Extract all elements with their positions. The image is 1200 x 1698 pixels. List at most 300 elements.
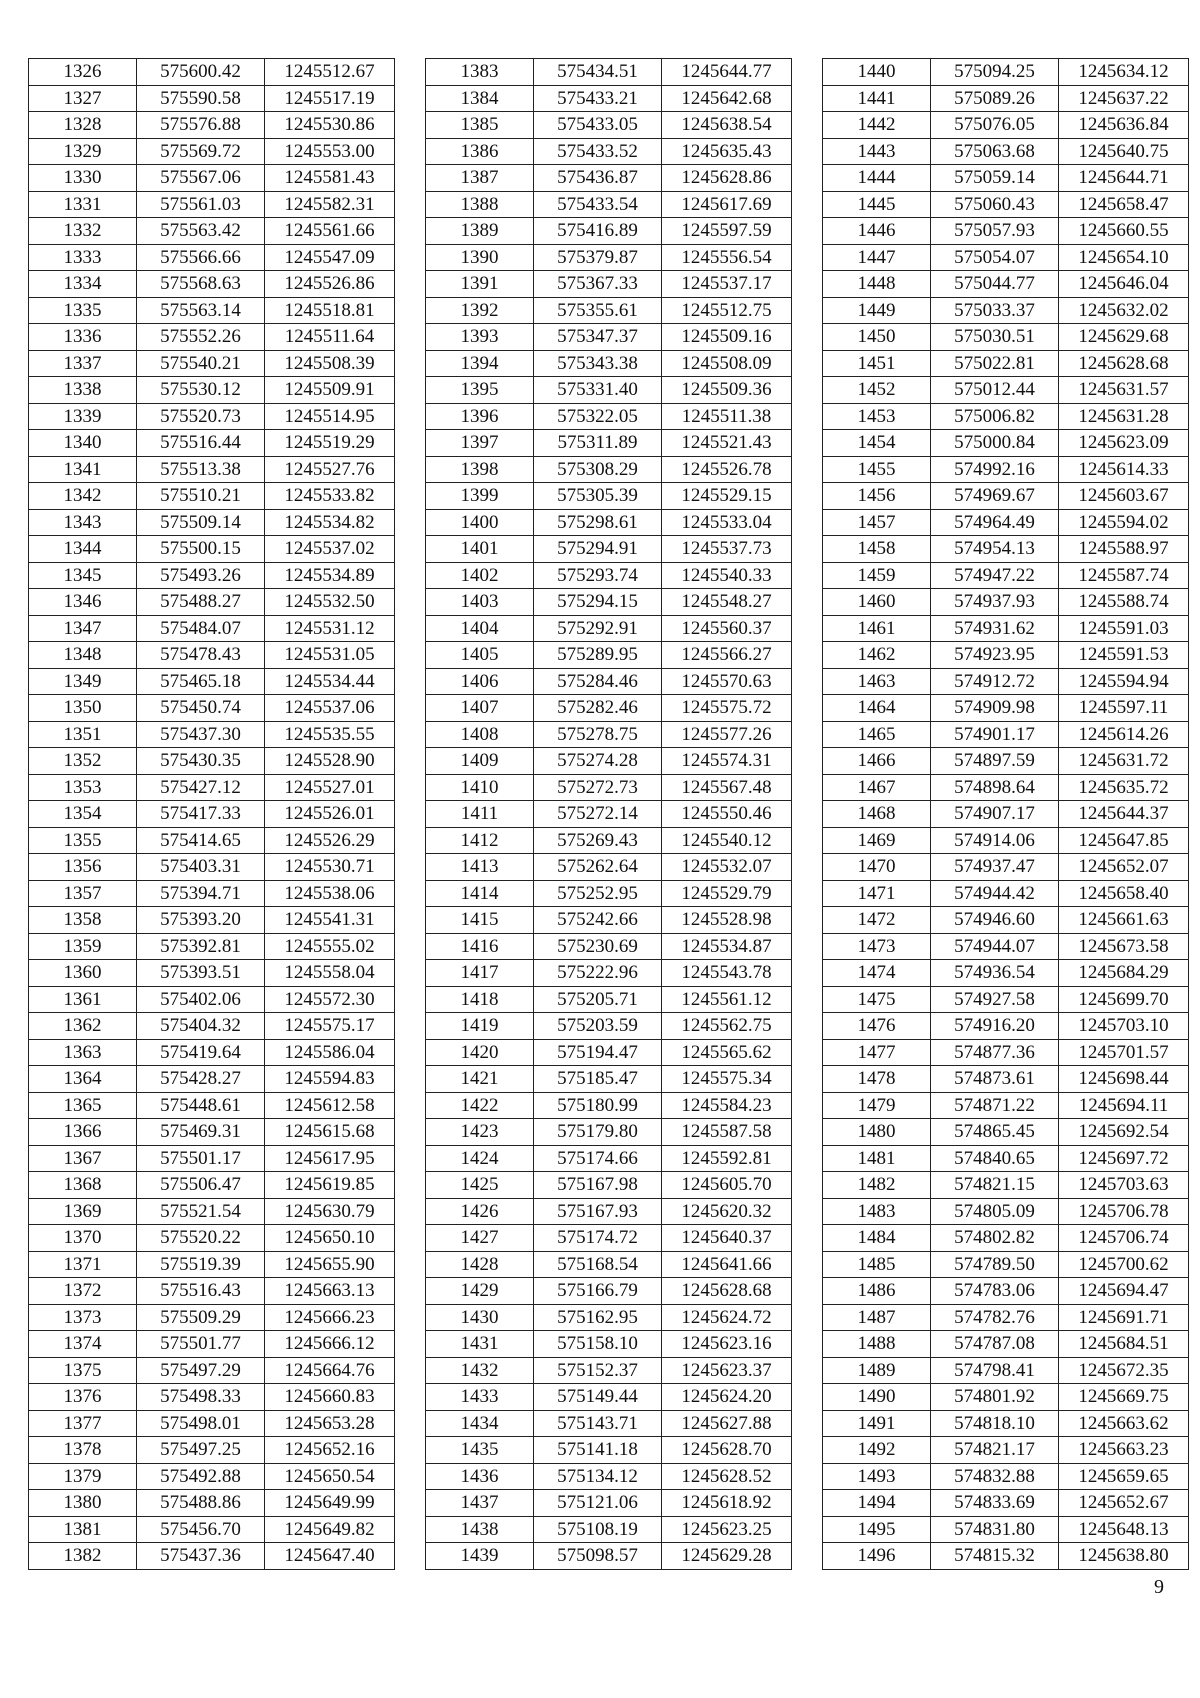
y-coordinate-cell: 1245537.73 xyxy=(662,536,792,563)
x-coordinate-cell: 575166.79 xyxy=(534,1278,662,1305)
table-row xyxy=(29,721,395,748)
y-coordinate-cell: 1245526.78 xyxy=(662,456,792,483)
point-number-cell: 1450 xyxy=(823,324,931,351)
point-number-cell: 1494 xyxy=(823,1490,931,1517)
table-row xyxy=(426,1172,792,1199)
x-coordinate-cell: 575168.54 xyxy=(534,1251,662,1278)
point-number-cell: 1394 xyxy=(426,350,534,377)
point-number-cell: 1467 xyxy=(823,774,931,801)
point-number-cell: 1435 xyxy=(426,1437,534,1464)
x-coordinate-cell: 574954.13 xyxy=(931,536,1059,563)
table-row xyxy=(29,350,395,377)
x-coordinate-cell: 575561.03 xyxy=(137,191,265,218)
x-coordinate-cell: 575194.47 xyxy=(534,1039,662,1066)
point-number-cell: 1463 xyxy=(823,668,931,695)
y-coordinate-cell: 1245628.86 xyxy=(662,165,792,192)
point-number-cell: 1412 xyxy=(426,827,534,854)
x-coordinate-cell: 575414.65 xyxy=(137,827,265,854)
x-coordinate-cell: 574909.98 xyxy=(931,695,1059,722)
point-number-cell: 1402 xyxy=(426,562,534,589)
table-row xyxy=(29,1437,395,1464)
x-coordinate-cell: 575278.75 xyxy=(534,721,662,748)
y-coordinate-cell: 1245659.65 xyxy=(1059,1463,1189,1490)
x-coordinate-cell: 574907.17 xyxy=(931,801,1059,828)
y-coordinate-cell: 1245632.02 xyxy=(1059,297,1189,324)
x-coordinate-cell: 575000.84 xyxy=(931,430,1059,457)
table-row xyxy=(426,1251,792,1278)
point-number-cell: 1443 xyxy=(823,138,931,165)
x-coordinate-cell: 575134.12 xyxy=(534,1463,662,1490)
table-row xyxy=(29,297,395,324)
table-row xyxy=(29,377,395,404)
point-number-cell: 1388 xyxy=(426,191,534,218)
y-coordinate-cell: 1245533.82 xyxy=(265,483,395,510)
y-coordinate-cell: 1245526.01 xyxy=(265,801,395,828)
y-coordinate-cell: 1245640.37 xyxy=(662,1225,792,1252)
x-coordinate-cell: 575404.32 xyxy=(137,1013,265,1040)
table-row xyxy=(426,668,792,695)
table-row xyxy=(823,509,1189,536)
x-coordinate-cell: 574946.60 xyxy=(931,907,1059,934)
table-row xyxy=(426,1384,792,1411)
table-row xyxy=(426,562,792,589)
y-coordinate-cell: 1245528.98 xyxy=(662,907,792,934)
point-number-cell: 1389 xyxy=(426,218,534,245)
y-coordinate-cell: 1245508.39 xyxy=(265,350,395,377)
table-row xyxy=(29,774,395,801)
y-coordinate-cell: 1245653.28 xyxy=(265,1410,395,1437)
point-number-cell: 1327 xyxy=(29,85,137,112)
y-coordinate-cell: 1245534.89 xyxy=(265,562,395,589)
point-number-cell: 1391 xyxy=(426,271,534,298)
point-number-cell: 1362 xyxy=(29,1013,137,1040)
point-number-cell: 1392 xyxy=(426,297,534,324)
point-number-cell: 1395 xyxy=(426,377,534,404)
point-number-cell: 1415 xyxy=(426,907,534,934)
point-number-cell: 1458 xyxy=(823,536,931,563)
table-row xyxy=(426,297,792,324)
table-row xyxy=(823,933,1189,960)
table-row xyxy=(426,509,792,536)
table-row xyxy=(426,1119,792,1146)
y-coordinate-cell: 1245591.53 xyxy=(1059,642,1189,669)
x-coordinate-cell: 575484.07 xyxy=(137,615,265,642)
table-row xyxy=(426,748,792,775)
y-coordinate-cell: 1245512.75 xyxy=(662,297,792,324)
table-row xyxy=(823,1198,1189,1225)
point-number-cell: 1421 xyxy=(426,1066,534,1093)
x-coordinate-cell: 575174.66 xyxy=(534,1145,662,1172)
y-coordinate-cell: 1245521.43 xyxy=(662,430,792,457)
table-row xyxy=(29,403,395,430)
y-coordinate-cell: 1245648.13 xyxy=(1059,1516,1189,1543)
x-coordinate-cell: 575497.29 xyxy=(137,1357,265,1384)
table-row xyxy=(823,138,1189,165)
y-coordinate-cell: 1245617.95 xyxy=(265,1145,395,1172)
x-coordinate-cell: 575513.38 xyxy=(137,456,265,483)
point-number-cell: 1465 xyxy=(823,721,931,748)
point-number-cell: 1493 xyxy=(823,1463,931,1490)
x-coordinate-cell: 575033.37 xyxy=(931,297,1059,324)
x-coordinate-cell: 575272.14 xyxy=(534,801,662,828)
y-coordinate-cell: 1245511.64 xyxy=(265,324,395,351)
x-coordinate-cell: 575343.38 xyxy=(534,350,662,377)
y-coordinate-cell: 1245558.04 xyxy=(265,960,395,987)
y-coordinate-cell: 1245612.58 xyxy=(265,1092,395,1119)
point-number-cell: 1446 xyxy=(823,218,931,245)
x-coordinate-cell: 575437.36 xyxy=(137,1543,265,1570)
y-coordinate-cell: 1245575.17 xyxy=(265,1013,395,1040)
x-coordinate-cell: 575488.86 xyxy=(137,1490,265,1517)
x-coordinate-cell: 575308.29 xyxy=(534,456,662,483)
point-number-cell: 1444 xyxy=(823,165,931,192)
point-number-cell: 1399 xyxy=(426,483,534,510)
x-coordinate-cell: 575469.31 xyxy=(137,1119,265,1146)
table-row xyxy=(823,430,1189,457)
table-row xyxy=(823,403,1189,430)
y-coordinate-cell: 1245658.47 xyxy=(1059,191,1189,218)
point-number-cell: 1457 xyxy=(823,509,931,536)
x-coordinate-cell: 574947.22 xyxy=(931,562,1059,589)
y-coordinate-cell: 1245526.86 xyxy=(265,271,395,298)
table-row xyxy=(29,907,395,934)
point-number-cell: 1488 xyxy=(823,1331,931,1358)
y-coordinate-cell: 1245528.90 xyxy=(265,748,395,775)
point-number-cell: 1377 xyxy=(29,1410,137,1437)
table-row xyxy=(29,1278,395,1305)
point-number-cell: 1357 xyxy=(29,880,137,907)
x-coordinate-cell: 574969.67 xyxy=(931,483,1059,510)
x-coordinate-cell: 575094.25 xyxy=(931,59,1059,86)
table-row xyxy=(29,1251,395,1278)
point-number-cell: 1371 xyxy=(29,1251,137,1278)
point-number-cell: 1485 xyxy=(823,1251,931,1278)
point-number-cell: 1369 xyxy=(29,1198,137,1225)
y-coordinate-cell: 1245531.12 xyxy=(265,615,395,642)
y-coordinate-cell: 1245706.78 xyxy=(1059,1198,1189,1225)
y-coordinate-cell: 1245623.37 xyxy=(662,1357,792,1384)
point-number-cell: 1424 xyxy=(426,1145,534,1172)
table-row xyxy=(426,1278,792,1305)
table-row xyxy=(426,271,792,298)
y-coordinate-cell: 1245614.33 xyxy=(1059,456,1189,483)
point-number-cell: 1436 xyxy=(426,1463,534,1490)
y-coordinate-cell: 1245630.79 xyxy=(265,1198,395,1225)
point-number-cell: 1337 xyxy=(29,350,137,377)
table-row xyxy=(823,191,1189,218)
point-number-cell: 1328 xyxy=(29,112,137,139)
table-row xyxy=(823,1437,1189,1464)
x-coordinate-cell: 575497.25 xyxy=(137,1437,265,1464)
y-coordinate-cell: 1245532.50 xyxy=(265,589,395,616)
x-coordinate-cell: 575121.06 xyxy=(534,1490,662,1517)
table-row xyxy=(823,1145,1189,1172)
coordinate-table-1 xyxy=(28,58,395,1570)
table-row xyxy=(29,1490,395,1517)
table-row xyxy=(29,509,395,536)
x-coordinate-cell: 575392.81 xyxy=(137,933,265,960)
table-row xyxy=(823,562,1189,589)
table-row xyxy=(29,324,395,351)
table-row xyxy=(29,1304,395,1331)
table-row xyxy=(426,880,792,907)
y-coordinate-cell: 1245694.47 xyxy=(1059,1278,1189,1305)
table-row xyxy=(823,1119,1189,1146)
table-row xyxy=(29,218,395,245)
x-coordinate-cell: 575433.52 xyxy=(534,138,662,165)
point-number-cell: 1390 xyxy=(426,244,534,271)
point-number-cell: 1434 xyxy=(426,1410,534,1437)
x-coordinate-cell: 575305.39 xyxy=(534,483,662,510)
x-coordinate-cell: 574821.15 xyxy=(931,1172,1059,1199)
table-row xyxy=(823,1384,1189,1411)
x-coordinate-cell: 575230.69 xyxy=(534,933,662,960)
point-number-cell: 1410 xyxy=(426,774,534,801)
point-number-cell: 1414 xyxy=(426,880,534,907)
point-number-cell: 1425 xyxy=(426,1172,534,1199)
point-number-cell: 1433 xyxy=(426,1384,534,1411)
x-coordinate-cell: 575060.43 xyxy=(931,191,1059,218)
point-number-cell: 1400 xyxy=(426,509,534,536)
table-row xyxy=(29,589,395,616)
x-coordinate-cell: 575108.19 xyxy=(534,1516,662,1543)
y-coordinate-cell: 1245672.35 xyxy=(1059,1357,1189,1384)
point-number-cell: 1466 xyxy=(823,748,931,775)
y-coordinate-cell: 1245637.22 xyxy=(1059,85,1189,112)
point-number-cell: 1382 xyxy=(29,1543,137,1570)
x-coordinate-cell: 575012.44 xyxy=(931,377,1059,404)
y-coordinate-cell: 1245666.12 xyxy=(265,1331,395,1358)
table-row xyxy=(823,244,1189,271)
x-coordinate-cell: 575448.61 xyxy=(137,1092,265,1119)
point-number-cell: 1472 xyxy=(823,907,931,934)
point-number-cell: 1376 xyxy=(29,1384,137,1411)
x-coordinate-cell: 575262.64 xyxy=(534,854,662,881)
x-coordinate-cell: 575179.80 xyxy=(534,1119,662,1146)
table-row xyxy=(823,536,1189,563)
y-coordinate-cell: 1245574.31 xyxy=(662,748,792,775)
point-number-cell: 1486 xyxy=(823,1278,931,1305)
x-coordinate-cell: 575506.47 xyxy=(137,1172,265,1199)
x-coordinate-cell: 575456.70 xyxy=(137,1516,265,1543)
x-coordinate-cell: 575416.89 xyxy=(534,218,662,245)
point-number-cell: 1422 xyxy=(426,1092,534,1119)
table-row xyxy=(426,642,792,669)
point-number-cell: 1340 xyxy=(29,430,137,457)
table-row xyxy=(29,483,395,510)
y-coordinate-cell: 1245669.75 xyxy=(1059,1384,1189,1411)
point-number-cell: 1386 xyxy=(426,138,534,165)
table-row xyxy=(29,456,395,483)
y-coordinate-cell: 1245629.68 xyxy=(1059,324,1189,351)
x-coordinate-cell: 575516.43 xyxy=(137,1278,265,1305)
table-row xyxy=(29,854,395,881)
table-row xyxy=(29,986,395,1013)
table-row xyxy=(29,1543,395,1570)
x-coordinate-cell: 575311.89 xyxy=(534,430,662,457)
y-coordinate-cell: 1245658.40 xyxy=(1059,880,1189,907)
y-coordinate-cell: 1245647.40 xyxy=(265,1543,395,1570)
y-coordinate-cell: 1245703.10 xyxy=(1059,1013,1189,1040)
point-number-cell: 1417 xyxy=(426,960,534,987)
y-coordinate-cell: 1245631.57 xyxy=(1059,377,1189,404)
y-coordinate-cell: 1245628.52 xyxy=(662,1463,792,1490)
table-row xyxy=(823,1013,1189,1040)
y-coordinate-cell: 1245566.27 xyxy=(662,642,792,669)
x-coordinate-cell: 574901.17 xyxy=(931,721,1059,748)
table-row xyxy=(29,191,395,218)
point-number-cell: 1404 xyxy=(426,615,534,642)
table-row xyxy=(29,1225,395,1252)
y-coordinate-cell: 1245701.57 xyxy=(1059,1039,1189,1066)
y-coordinate-cell: 1245618.92 xyxy=(662,1490,792,1517)
point-number-cell: 1338 xyxy=(29,377,137,404)
y-coordinate-cell: 1245530.71 xyxy=(265,854,395,881)
y-coordinate-cell: 1245638.80 xyxy=(1059,1543,1189,1570)
point-number-cell: 1396 xyxy=(426,403,534,430)
y-coordinate-cell: 1245577.26 xyxy=(662,721,792,748)
table-row xyxy=(426,1039,792,1066)
y-coordinate-cell: 1245540.33 xyxy=(662,562,792,589)
y-coordinate-cell: 1245560.37 xyxy=(662,615,792,642)
point-number-cell: 1351 xyxy=(29,721,137,748)
y-coordinate-cell: 1245562.75 xyxy=(662,1013,792,1040)
point-number-cell: 1355 xyxy=(29,827,137,854)
point-number-cell: 1474 xyxy=(823,960,931,987)
point-number-cell: 1453 xyxy=(823,403,931,430)
table-row xyxy=(29,880,395,907)
point-number-cell: 1347 xyxy=(29,615,137,642)
x-coordinate-cell: 574944.42 xyxy=(931,880,1059,907)
y-coordinate-cell: 1245561.66 xyxy=(265,218,395,245)
x-coordinate-cell: 575393.20 xyxy=(137,907,265,934)
x-coordinate-cell: 575433.05 xyxy=(534,112,662,139)
table-row xyxy=(29,1384,395,1411)
y-coordinate-cell: 1245594.94 xyxy=(1059,668,1189,695)
x-coordinate-cell: 575185.47 xyxy=(534,1066,662,1093)
point-number-cell: 1469 xyxy=(823,827,931,854)
point-number-cell: 1375 xyxy=(29,1357,137,1384)
y-coordinate-cell: 1245624.72 xyxy=(662,1304,792,1331)
point-number-cell: 1471 xyxy=(823,880,931,907)
y-coordinate-cell: 1245509.36 xyxy=(662,377,792,404)
point-number-cell: 1366 xyxy=(29,1119,137,1146)
x-coordinate-cell: 575379.87 xyxy=(534,244,662,271)
coordinate-table-2 xyxy=(425,58,792,1570)
point-number-cell: 1439 xyxy=(426,1543,534,1570)
point-number-cell: 1491 xyxy=(823,1410,931,1437)
x-coordinate-cell: 574801.92 xyxy=(931,1384,1059,1411)
point-number-cell: 1401 xyxy=(426,536,534,563)
table-row xyxy=(426,854,792,881)
y-coordinate-cell: 1245655.90 xyxy=(265,1251,395,1278)
x-coordinate-cell: 574897.59 xyxy=(931,748,1059,775)
y-coordinate-cell: 1245543.78 xyxy=(662,960,792,987)
y-coordinate-cell: 1245534.82 xyxy=(265,509,395,536)
y-coordinate-cell: 1245537.02 xyxy=(265,536,395,563)
table-row xyxy=(823,377,1189,404)
point-number-cell: 1441 xyxy=(823,85,931,112)
table-row xyxy=(29,960,395,987)
table-row xyxy=(29,695,395,722)
y-coordinate-cell: 1245650.54 xyxy=(265,1463,395,1490)
point-number-cell: 1462 xyxy=(823,642,931,669)
point-number-cell: 1482 xyxy=(823,1172,931,1199)
point-number-cell: 1352 xyxy=(29,748,137,775)
point-number-cell: 1403 xyxy=(426,589,534,616)
y-coordinate-cell: 1245660.55 xyxy=(1059,218,1189,245)
x-coordinate-cell: 575394.71 xyxy=(137,880,265,907)
table-row xyxy=(823,827,1189,854)
x-coordinate-cell: 574936.54 xyxy=(931,960,1059,987)
x-coordinate-cell: 574783.06 xyxy=(931,1278,1059,1305)
y-coordinate-cell: 1245664.76 xyxy=(265,1357,395,1384)
point-number-cell: 1479 xyxy=(823,1092,931,1119)
y-coordinate-cell: 1245581.43 xyxy=(265,165,395,192)
table-row xyxy=(823,271,1189,298)
y-coordinate-cell: 1245631.72 xyxy=(1059,748,1189,775)
x-coordinate-cell: 575167.93 xyxy=(534,1198,662,1225)
point-number-cell: 1358 xyxy=(29,907,137,934)
table-row xyxy=(426,721,792,748)
x-coordinate-cell: 574832.88 xyxy=(931,1463,1059,1490)
table-row xyxy=(426,430,792,457)
x-coordinate-cell: 575437.30 xyxy=(137,721,265,748)
x-coordinate-cell: 575355.61 xyxy=(534,297,662,324)
point-number-cell: 1344 xyxy=(29,536,137,563)
table-row xyxy=(823,1516,1189,1543)
table-row xyxy=(29,1331,395,1358)
table-row xyxy=(426,456,792,483)
coordinate-table-3 xyxy=(822,58,1189,1570)
point-number-cell: 1426 xyxy=(426,1198,534,1225)
y-coordinate-cell: 1245623.25 xyxy=(662,1516,792,1543)
x-coordinate-cell: 574802.82 xyxy=(931,1225,1059,1252)
point-number-cell: 1384 xyxy=(426,85,534,112)
table-row xyxy=(823,1410,1189,1437)
y-coordinate-cell: 1245588.97 xyxy=(1059,536,1189,563)
y-coordinate-cell: 1245561.12 xyxy=(662,986,792,1013)
table-row xyxy=(29,536,395,563)
x-coordinate-cell: 574831.80 xyxy=(931,1516,1059,1543)
x-coordinate-cell: 574916.20 xyxy=(931,1013,1059,1040)
point-number-cell: 1342 xyxy=(29,483,137,510)
y-coordinate-cell: 1245527.76 xyxy=(265,456,395,483)
x-coordinate-cell: 575222.96 xyxy=(534,960,662,987)
point-number-cell: 1348 xyxy=(29,642,137,669)
y-coordinate-cell: 1245644.71 xyxy=(1059,165,1189,192)
y-coordinate-cell: 1245537.06 xyxy=(265,695,395,722)
table-row xyxy=(426,377,792,404)
x-coordinate-cell: 575282.46 xyxy=(534,695,662,722)
x-coordinate-cell: 575563.42 xyxy=(137,218,265,245)
table-row xyxy=(823,1490,1189,1517)
x-coordinate-cell: 575158.10 xyxy=(534,1331,662,1358)
x-coordinate-cell: 574937.47 xyxy=(931,854,1059,881)
table-row xyxy=(823,615,1189,642)
point-number-cell: 1380 xyxy=(29,1490,137,1517)
table-row xyxy=(29,1039,395,1066)
y-coordinate-cell: 1245534.87 xyxy=(662,933,792,960)
point-number-cell: 1438 xyxy=(426,1516,534,1543)
table-row xyxy=(426,907,792,934)
y-coordinate-cell: 1245597.59 xyxy=(662,218,792,245)
x-coordinate-cell: 575076.05 xyxy=(931,112,1059,139)
x-coordinate-cell: 575347.37 xyxy=(534,324,662,351)
point-number-cell: 1385 xyxy=(426,112,534,139)
x-coordinate-cell: 574873.61 xyxy=(931,1066,1059,1093)
x-coordinate-cell: 574898.64 xyxy=(931,774,1059,801)
